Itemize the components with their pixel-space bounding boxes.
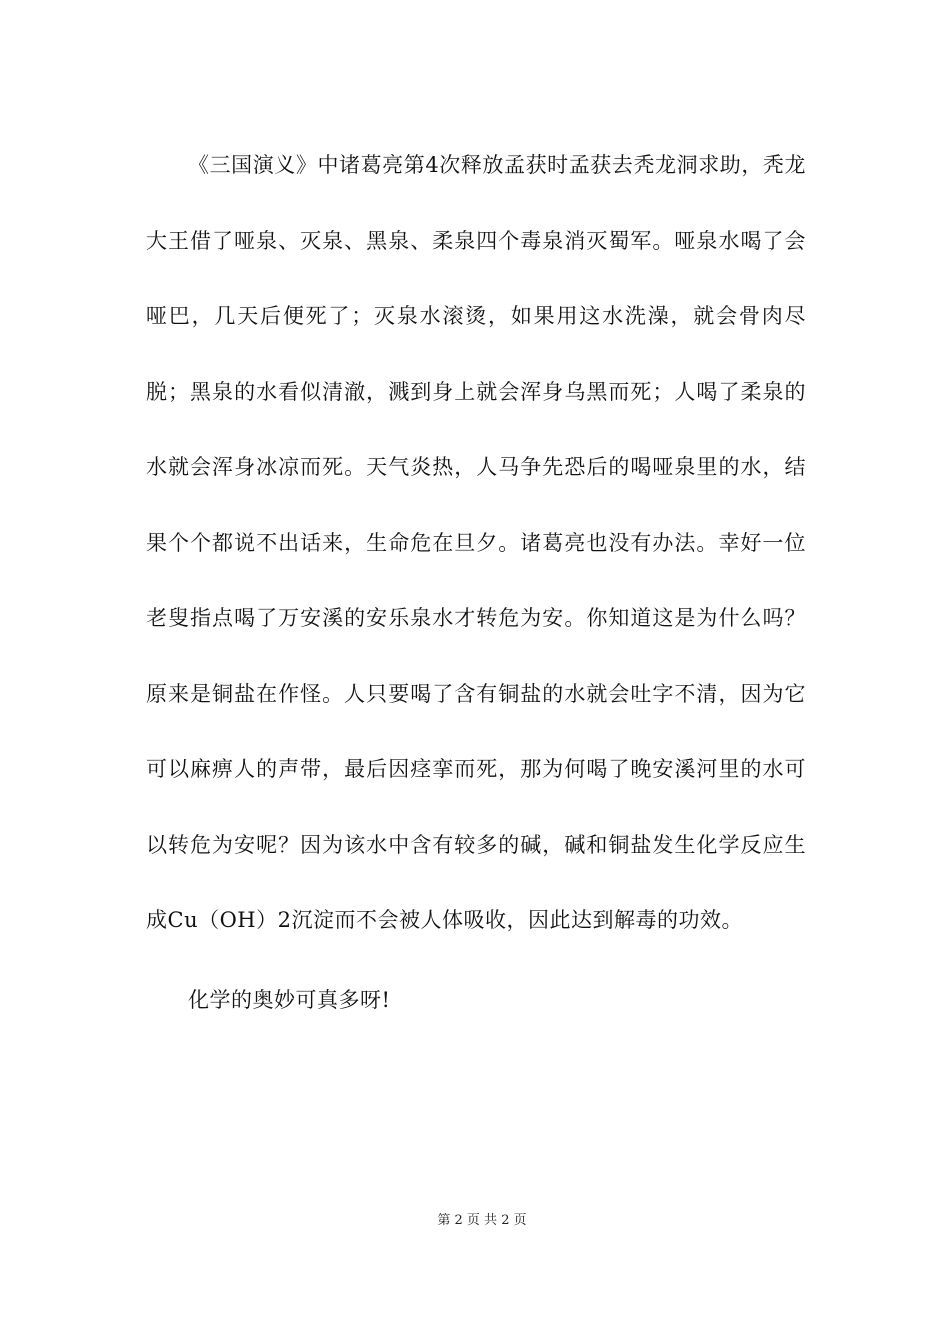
page-number-label: 第 2 页 共 2 页 xyxy=(437,1213,527,1228)
page-footer xyxy=(0,1209,950,1228)
paragraph-story: 《三国演义》中诸葛亮第4次释放孟获时孟获去秃龙洞求助，秃龙大王借了哑泉、灭泉、黑泉、柔泉四个毒泉消灭蜀军。哑泉水喝了会哑巴，几天后便死了；灭泉水滚烫，如果用这水洗澡，就会骨肉尽脱；黑泉的水看似清澈，溅到身上就会浑身乌黑而死；人喝了柔泉的水就会浑身冰凉而死。天气炎热，人马争先恐后的喝哑泉里的水，结果个个都说不出话来，生命危在旦夕。诸葛亮也没有办法。幸好一位老叟指点喝了万安溪的安乐泉水才转危为安。你知道这是为什么吗？原来是铜盐在作怪。人只要喝了含有铜盐的水就会吐字不清，因为它可以麻痹人的声带，最后因痉挛而死，那为何喝了晚安溪河里的水可以转危为安呢？因为该水中含有较多的碱，碱和铜盐发生化学反应生成Cu（OH）2沉淀而不会被人体吸收，因此达到解毒的功效。 xyxy=(146,153,806,932)
paragraph-closing: 化学的奥妙可真多呀! xyxy=(188,987,391,1012)
document-body xyxy=(146,128,806,1038)
